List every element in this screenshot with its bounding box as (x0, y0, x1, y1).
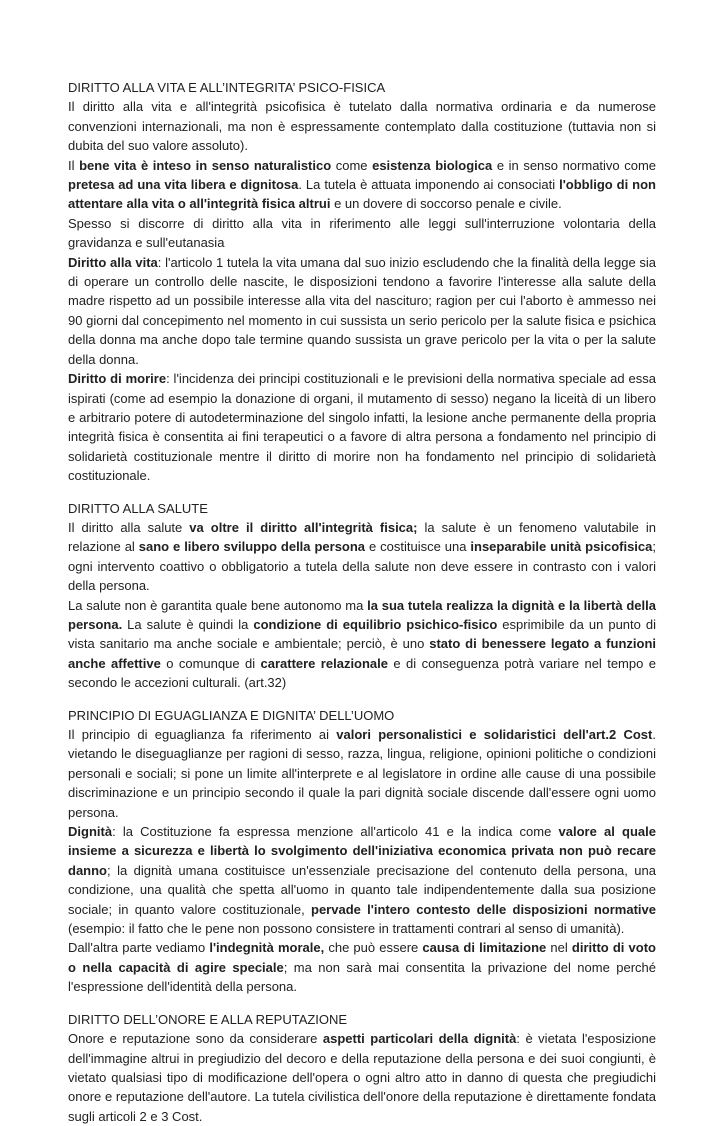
text-run: e un dovere di soccorso penale e civile. (330, 196, 562, 212)
text-run: e in senso normativo come (492, 157, 657, 173)
bold-text-run: causa di limitazione (422, 940, 547, 956)
paragraph (68, 97, 656, 155)
bold-text-run: valore al quale insieme a sicurezza e libertà lo svolgimento dell'iniziativa economica privata non può recare danno (68, 824, 656, 878)
paragraph (68, 214, 656, 253)
section-title: DIRITTO ALLA SALUTE (68, 500, 208, 516)
paragraph (68, 1029, 656, 1126)
bold-text-run: aspetti particolari della dignità (322, 1031, 517, 1047)
text-run: Il diritto alla vita e all'integrità psicofisica è tutelato dalla normativa ordinaria e da numerose convenzioni internazionali, ma non è espressamente contemplato dalla costituzione (tuttavia non si dubita del suo valore assoluto). (68, 99, 656, 154)
document-section (68, 78, 656, 486)
bold-text-run: la sua tutela realizza la dignità e la libertà della persona. (68, 597, 656, 632)
text-run: Il diritto alla salute (68, 519, 190, 535)
bold-text-run: l'obbligo di non attentare alla vita o all'integrità fisica altrui (68, 177, 656, 212)
section-title: DIRITTO DELL’ONORE E ALLA REPUTAZIONE (68, 1011, 348, 1027)
paragraph (68, 369, 656, 485)
text-run: La salute non è garantita quale bene autonomo ma (68, 597, 368, 613)
bold-text-run: diritto di voto o nella capacità di agire speciale (68, 940, 656, 975)
text-run: : la Costituzione fa espressa menzione all'articolo 41 e la indica come (112, 824, 559, 840)
paragraph (68, 938, 656, 996)
paragraph (68, 596, 656, 693)
text-run: la salute è un fenomeno valutabile in relazione al (68, 519, 656, 555)
text-run: Spesso si discorre di diritto alla vita in riferimento alle leggi sull'interruzione volontaria della gravidanza e sull'eutanasia (68, 215, 656, 251)
text-run: Onore e reputazione sono da considerare (68, 1031, 323, 1047)
document-section (68, 499, 656, 693)
paragraph (68, 253, 656, 369)
document-section (68, 1010, 656, 1126)
bold-text-run: valori personalistici e solidaristici dell'art.2 Cost (336, 727, 653, 742)
text-run: e costituisce una (365, 539, 471, 555)
text-run: Il principio di eguaglianza fa riferimento ai (68, 727, 337, 742)
bold-text-run: carattere relazionale (260, 655, 389, 671)
document-section (68, 706, 656, 997)
text-run: : l'articolo 1 tutela la vita umana dal suo inizio escludendo che la finalità della legge sia di operare un controllo delle nascite, le disposizioni tendono a favorire l'interesse alla salute della madre rispetto ad un possibile interesse alla vita del nascituro; ragion per cui l'aborto è ammesso nei 90 giorni dal concepimento nel momento in cui sussista un serio pericolo per la salute fisica e psichica della donna ma anche dopo tale termine quando sussista un grave pericolo per la vita o per la salute della donna. (68, 254, 656, 367)
text-run: esprimibile da un punto di vista sanitario ma anche sociale e ambientale; perciò, è uno (68, 616, 656, 652)
text-run: . vietando le diseguaglianze per ragioni di sesso, razza, lingua, religione, opinioni politiche o condizioni personali e sociali; si pone un limite all'interprete e al legislatore in ordine alle cause di una possibile discriminazione e un principio secondo il quale la pari dignità sociale discende dall'essere ogni uomo persona. (68, 727, 656, 820)
text-run: ; ma non sarà mai consentita la privazione del nome perché l'espressione dell'identità della persona. (68, 959, 656, 995)
bold-text-run: pervade l'intero contesto delle disposizioni normative (311, 901, 656, 917)
paragraph (68, 518, 656, 596)
text-run: ; la dignità umana costituisce un'essenziale precisazione del contenuto della persona, una condizione, una qualità che spetta all'uomo in quanto tale indipendentemente dalla sua posizione sociale; in quanto valore costituzionale, (68, 862, 656, 917)
paragraph (68, 725, 656, 822)
bold-text-run: stato di benessere legato a funzioni anche affettive (68, 636, 656, 671)
bold-text-run: Diritto alla vita (68, 254, 158, 270)
text-run: : è vietata l'esposizione dell'immagine altrui in pregiudizio del decoro e della reputazione della persona e dei suoi congiunti, è vietato qualsiasi tipo di modificazione dell'opera o ogni altro atto in danno di questa che pregiudichi onore e reputazione dell'autore. La tutela civilistica dell'onore della reputazione è direttamente fondata sugli articoli 2 e 3 Cost. (68, 1031, 657, 1124)
section-title: DIRITTO ALLA VITA E ALL’INTEGRITA’ PSICO-FISICA (68, 80, 386, 95)
text-run: o comunque di (160, 655, 261, 671)
text-run: : l'incidenza dei principi costituzionali e le previsioni della normativa speciale ad essa ispirati (come ad esempio la donazione di organi, il mutamento di sesso) negano la liceità di un libero e arbitrario potere di autodeterminazione del singolo infatti, la lesione anche permanente della propria integrità fisica è consentita ai fini terapeutici o a favore di altra persona a fondamento nel principio di solidarietà costituzionale mentre il diritto di morire non ha fondamento nel principio di solidarietà costituzionale. (68, 371, 656, 484)
bold-text-run: sano e libero sviluppo della persona (138, 539, 366, 555)
section-title: PRINCIPIO DI EGUAGLIANZA E DIGNITA’ DELL’UOMO (68, 707, 395, 723)
bold-text-run: bene vita è inteso in senso naturalistico (79, 157, 332, 173)
text-run: che può essere (324, 940, 423, 956)
bold-text-run: pretesa ad una vita libera e dignitosa (68, 177, 299, 193)
bold-text-run: condizione di equilibrio psichico-fisico (253, 616, 498, 632)
text-run: nel (546, 940, 572, 956)
text-run: come (331, 157, 373, 173)
bold-text-run: va oltre il diritto all'integrità fisica; (189, 519, 418, 535)
text-run: ; ogni intervento coattivo o obbligatorio a tutela della salute non deve essere in contrasto con i valori della persona. (68, 539, 656, 594)
text-run: e di conseguenza potrà variare nel tempo e secondo le accezioni culturali. (art.32) (68, 655, 656, 691)
bold-text-run: l'indegnità morale, (209, 940, 325, 956)
paragraph (68, 822, 656, 938)
bold-text-run: inseparabile unità psicofisica (470, 539, 653, 555)
text-run: La salute è quindi la (122, 616, 254, 632)
text-run: Il (68, 157, 80, 173)
paragraph (68, 156, 656, 214)
bold-text-run: Dignità (68, 824, 113, 840)
text-run: . La tutela è attuata imponendo ai consociati (298, 177, 560, 193)
bold-text-run: esistenza biologica (372, 157, 493, 173)
text-run: Dall'altra parte vediamo (68, 940, 210, 956)
text-run: (esempio: il fatto che le pene non possono consistere in trattamenti contrari al senso di umanità). (68, 921, 625, 937)
bold-text-run: Diritto di morire (68, 371, 167, 387)
